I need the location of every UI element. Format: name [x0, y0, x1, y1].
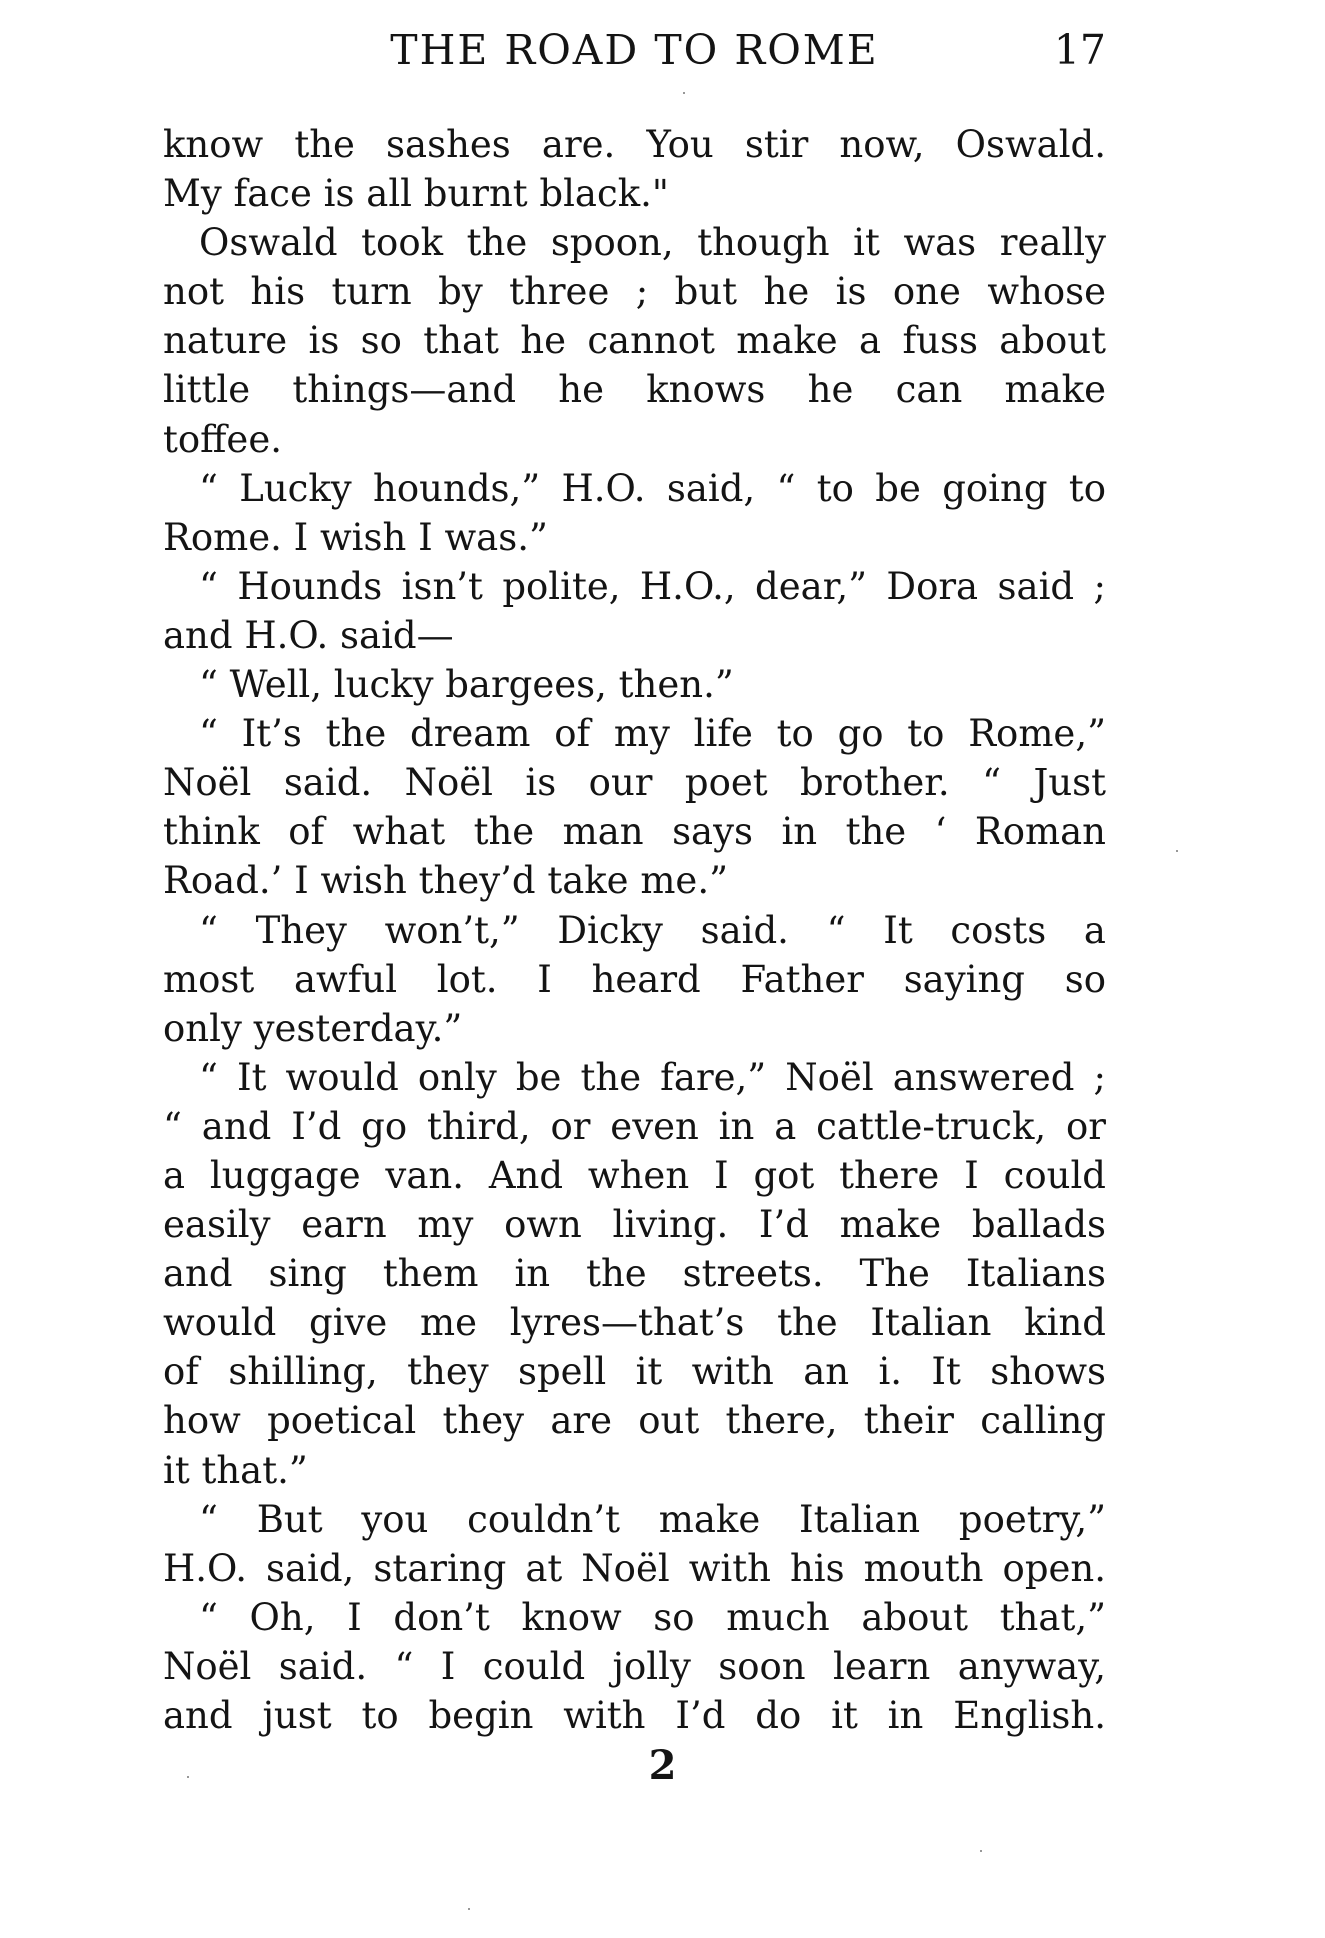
text-line: “ Lucky hounds,” H.O. said, “ to be going to: [199, 466, 1106, 510]
text-line: little things—and he knows he can make: [163, 368, 1106, 412]
text-line: “ It would only be the fare,” Noël answered ;: [199, 1055, 1106, 1099]
text-line: toffee.: [163, 417, 282, 461]
signature-mark: 2: [648, 1742, 677, 1789]
text-line: and H.O. said—: [163, 613, 454, 657]
paper-speck: [468, 1908, 470, 1910]
text-line: Rome. I wish I was.”: [163, 515, 548, 559]
text-line: think of what the man says in the ‘ Roman: [163, 810, 1106, 854]
text-line: and just to begin with I’d do it in English.: [163, 1694, 1106, 1737]
page-header: [163, 22, 1106, 78]
text-line: “ It’s the dream of my life to go to Rome,”: [199, 712, 1106, 756]
text-line: “ They won’t,” Dicky said. “ It costs a: [199, 908, 1106, 952]
text-line: of shilling, they spell it with an i. It shows: [163, 1350, 1106, 1394]
text-line: Noël said. “ I could jolly soon learn anyway,: [163, 1644, 1106, 1688]
text-line: easily earn my own living. I’d make ballads: [163, 1203, 1106, 1247]
text-line: know the sashes are. You stir now, Oswald.: [163, 123, 1106, 166]
text-line: Oswald took the spoon, though it was really: [199, 221, 1106, 265]
text-line: nature is so that he cannot make a fuss about: [163, 319, 1106, 363]
text-line: it that.”: [163, 1448, 308, 1492]
text-line: most awful lot. I heard Father saying so: [163, 957, 1106, 1001]
text-line: would give me lyres—that’s the Italian kind: [163, 1301, 1106, 1345]
text-line: how poetical they are out there, their calling: [163, 1399, 1106, 1443]
text-line: “ and I’d go third, or even in a cattle-truck, or: [163, 1104, 1106, 1148]
paper-speck: [683, 92, 685, 94]
text-line: not his turn by three ; but he is one whose: [163, 270, 1106, 314]
text-line: only yesterday.”: [163, 1006, 463, 1050]
paper-speck: [1176, 850, 1178, 852]
page-number: 17: [1053, 26, 1106, 74]
text-line: “ Oh, I don’t know so much about that,”: [199, 1595, 1106, 1639]
text-line: a luggage van. And when I got there I could: [163, 1153, 1106, 1197]
text-line: “ But you couldn’t make Italian poetry,”: [199, 1497, 1106, 1541]
body-text: [163, 120, 1106, 1740]
text-line: and sing them in the streets. The Italians: [163, 1252, 1106, 1296]
text-line: “ Hounds isn’t polite, H.O., dear,” Dora said ;: [199, 564, 1106, 608]
text-line: My face is all burnt black.": [163, 172, 669, 216]
running-title: THE ROAD TO ROME: [390, 26, 879, 74]
paper-speck: [187, 1776, 189, 1778]
paper-speck: [980, 1850, 982, 1852]
text-line: Road.’ I wish they’d take me.”: [163, 859, 728, 903]
text-line: Noël said. Noël is our poet brother. “ Just: [163, 761, 1106, 805]
text-line: “ Well, lucky bargees, then.”: [199, 663, 734, 707]
text-line: H.O. said, staring at Noël with his mouth open.: [163, 1546, 1106, 1590]
